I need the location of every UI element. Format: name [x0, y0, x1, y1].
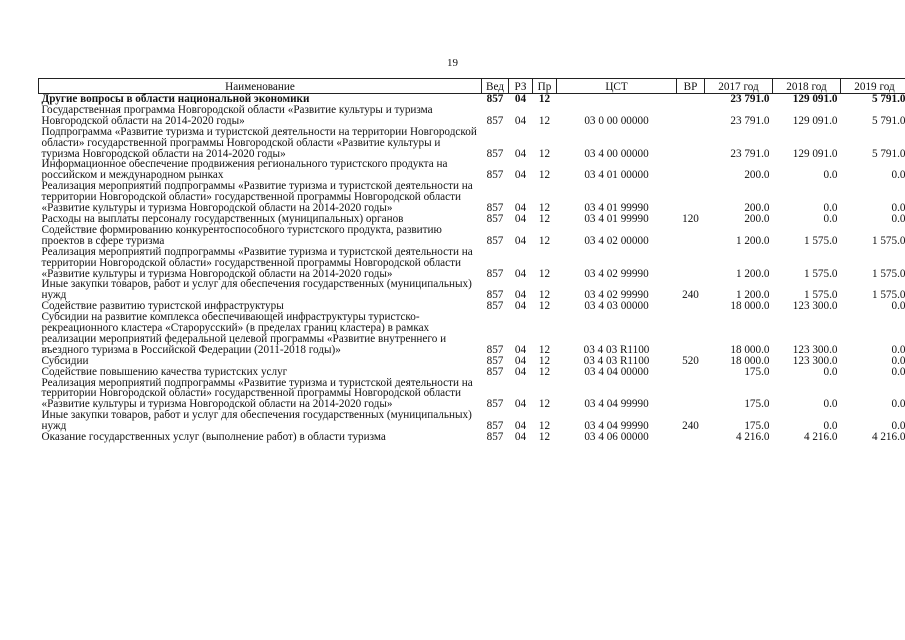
header-pr: Пр [533, 79, 557, 94]
cell-2017: 23 791.0 [730, 114, 770, 127]
header-rz: РЗ [509, 79, 533, 94]
cell-rz: 04 [514, 114, 527, 127]
cell-ved: 857 [486, 267, 504, 280]
cell-vr [677, 247, 705, 280]
cell-ved: 857 [486, 420, 504, 433]
cell-ved: 857 [486, 234, 504, 247]
cell-rz: 04 [514, 343, 527, 356]
cell-2017: 175.0 [744, 365, 770, 378]
cell-2017: 200.0 [744, 212, 770, 225]
cell-2017: 23 791.0 [730, 147, 770, 160]
cell-ved: 857 [486, 365, 504, 378]
table-row [39, 159, 905, 181]
cell-cst: 03 4 04 99990 [584, 398, 649, 411]
cell-2018: 0.0 [823, 365, 838, 378]
cell-name: Расходы на выплаты персоналу государственных (муниципальных) органов [41, 212, 404, 225]
cell-vr [677, 432, 705, 443]
cell-cst: 03 4 04 00000 [584, 365, 649, 378]
cell-pr: 12 [538, 147, 551, 160]
cell-2019: 5 791.0 [871, 93, 905, 105]
cell-vr: 240 [682, 420, 699, 433]
cell-2017: 23 791.0 [730, 93, 770, 105]
cell-2019: 0.0 [891, 202, 905, 215]
cell-vr [677, 159, 705, 181]
cell-2017: 200.0 [744, 202, 770, 215]
cell-cst: 03 0 00 00000 [584, 114, 649, 127]
cell-rz: 04 [514, 212, 527, 225]
cell-pr: 12 [538, 169, 551, 182]
cell-rz: 04 [514, 267, 527, 280]
cell-cst: 03 4 02 99990 [584, 289, 649, 302]
cell-ved: 857 [486, 202, 504, 215]
cell-name: Содействие повышению качества туристских услуг [41, 365, 288, 378]
cell-pr: 12 [538, 212, 551, 225]
cell-2018: 129 091.0 [792, 147, 838, 160]
table-row [39, 127, 905, 160]
cell-pr: 12 [538, 300, 551, 313]
cell-vr [677, 301, 705, 312]
table-body [39, 94, 905, 444]
cell-vr [677, 127, 705, 160]
cell-ved: 857 [486, 147, 504, 160]
cell-2017: 18 000.0 [730, 354, 770, 367]
cell-pr: 12 [538, 114, 551, 127]
cell-rz: 04 [514, 420, 527, 433]
cell-ved: 857 [486, 212, 504, 225]
table-row [39, 367, 905, 378]
cell-rz: 04 [514, 147, 527, 160]
cell-cst [557, 94, 677, 105]
cell-2019: 5 791.0 [871, 147, 905, 160]
header-ved: Вед [482, 79, 509, 94]
cell-vr [677, 225, 705, 247]
cell-rz: 04 [514, 169, 527, 182]
table-row [39, 378, 905, 411]
cell-2017: 175.0 [744, 420, 770, 433]
cell-ved: 857 [486, 93, 504, 105]
cell-pr: 12 [538, 354, 551, 367]
cell-name: Реализация мероприятий подпрограммы «Развитие туризма и туристской деятельности на территории Новгородской области» государственной программы Новгородской области «Развитие культуры и туризма Новгородской области на 2014-2020 годы» [41, 245, 473, 280]
cell-ved: 857 [486, 343, 504, 356]
cell-name: Содействие развитию туристской инфраструктуры [41, 300, 284, 313]
cell-cst: 03 4 03 R1100 [583, 343, 650, 356]
cell-ved: 857 [486, 169, 504, 182]
cell-cst: 03 4 04 99990 [584, 420, 649, 433]
table-row [39, 247, 905, 280]
cell-2017: 4 216.0 [735, 431, 770, 444]
cell-2018: 0.0 [823, 398, 838, 411]
table-row [39, 410, 905, 432]
cell-cst: 03 4 01 00000 [584, 169, 649, 182]
cell-2018: 0.0 [823, 169, 838, 182]
cell-vr: 120 [682, 212, 699, 225]
cell-pr: 12 [538, 431, 551, 444]
cell-2019: 0.0 [891, 300, 905, 313]
budget-table [38, 78, 905, 443]
cell-ved: 857 [486, 300, 504, 313]
cell-2019: 4 216.0 [871, 431, 905, 444]
cell-pr: 12 [538, 202, 551, 215]
cell-vr [677, 378, 705, 411]
cell-cst: 03 4 01 99990 [584, 212, 649, 225]
cell-2017: 175.0 [744, 398, 770, 411]
header-vr: ВР [677, 79, 705, 94]
cell-2017: 1 200.0 [735, 267, 770, 280]
cell-2019: 1 575.0 [871, 234, 905, 247]
cell-pr: 12 [538, 267, 551, 280]
cell-2018: 0.0 [823, 202, 838, 215]
cell-2019: 0.0 [891, 365, 905, 378]
header-2019: 2019 год [841, 79, 905, 94]
cell-vr: 520 [682, 354, 699, 367]
cell-rz: 04 [514, 300, 527, 313]
cell-2019: 1 575.0 [871, 289, 905, 302]
cell-name: Информационное обеспечение продвижения регионального туристского продукта на российском и международном рынках [41, 158, 448, 182]
cell-pr: 12 [538, 398, 551, 411]
header-2018: 2018 год [773, 79, 841, 94]
cell-pr: 12 [538, 365, 551, 378]
cell-2019: 0.0 [891, 420, 905, 433]
cell-2019: 0.0 [891, 212, 905, 225]
cell-name: Субсидии на развитие комплекса обеспечивающей инфраструктуры туристско-рекреационного кластера «Старорусский» (в пределах границ кластера) в рамках реализации мероприятий федеральной целевой программы «Развитие внутреннего и въездного туризма в Российской Федерации (2011-2018 годы)» [41, 311, 447, 356]
cell-2018: 129 091.0 [792, 114, 838, 127]
cell-cst: 03 4 02 00000 [584, 234, 649, 247]
cell-name: Иные закупки товаров, работ и услуг для обеспечения государственных (муниципальных) нужд [41, 409, 472, 433]
header-2017: 2017 год [705, 79, 773, 94]
cell-vr [677, 94, 705, 105]
cell-2018: 4 216.0 [803, 431, 838, 444]
page-number: 19 [447, 57, 458, 69]
cell-cst: 03 4 03 00000 [584, 300, 649, 313]
cell-vr [677, 312, 705, 356]
cell-2019: 0.0 [891, 343, 905, 356]
table-row [39, 181, 905, 214]
table-row [39, 279, 905, 301]
cell-rz: 04 [514, 234, 527, 247]
cell-name: Оказание государственных услуг (выполнение работ) в области туризма [41, 431, 386, 444]
cell-rz: 04 [514, 354, 527, 367]
cell-vr [677, 367, 705, 378]
cell-vr [677, 181, 705, 214]
cell-pr: 12 [538, 234, 551, 247]
cell-2019: 0.0 [891, 354, 905, 367]
cell-2017: 200.0 [744, 169, 770, 182]
cell-2018: 123 300.0 [792, 300, 838, 313]
cell-ved: 857 [486, 289, 504, 302]
cell-2019: 0.0 [891, 398, 905, 411]
cell-2017: 18 000.0 [730, 343, 770, 356]
cell-2018: 123 300.0 [792, 354, 838, 367]
cell-cst: 03 4 00 00000 [584, 147, 649, 160]
table-row [39, 225, 905, 247]
cell-2017: 18 000.0 [730, 300, 770, 313]
cell-vr: 240 [682, 289, 699, 302]
cell-2018: 1 575.0 [803, 267, 838, 280]
cell-rz: 04 [514, 289, 527, 302]
cell-name: Подпрограмма «Развитие туризма и туристской деятельности на территории Новгородской области» государственной программы Новгородской области «Развитие культуры и туризма Новгородской области на 2014-2020 годы» [41, 125, 477, 160]
cell-name: Содействие формированию конкурентоспособного туристского продукта, развитию проектов в сфере туризма [41, 223, 442, 247]
cell-pr: 12 [538, 343, 551, 356]
cell-rz: 04 [514, 93, 527, 105]
cell-2018: 1 575.0 [803, 234, 838, 247]
table-row [39, 312, 905, 356]
cell-ved: 857 [486, 431, 504, 444]
cell-pr: 12 [538, 289, 551, 302]
cell-name: Иные закупки товаров, работ и услуг для обеспечения государственных (муниципальных) нужд [41, 278, 472, 302]
cell-name: Другие вопросы в области национальной экономики [41, 93, 310, 105]
table-header-row [39, 79, 905, 94]
cell-2018: 1 575.0 [803, 289, 838, 302]
cell-2018: 123 300.0 [792, 343, 838, 356]
header-name: Наименование [39, 79, 482, 94]
cell-name: Реализация мероприятий подпрограммы «Развитие туризма и туристской деятельности на территории Новгородской области» государственной программы Новгородской области «Развитие культуры и туризма Новгородской области на 2014-2020 годы» [41, 376, 473, 411]
table-row [39, 432, 905, 443]
cell-cst: 03 4 01 99990 [584, 202, 649, 215]
table-row [39, 105, 905, 127]
cell-cst: 03 4 06 00000 [584, 431, 649, 444]
cell-cst: 03 4 03 R1100 [583, 354, 650, 367]
cell-rz: 04 [514, 365, 527, 378]
cell-name: Субсидии [41, 354, 89, 367]
cell-pr: 12 [538, 93, 551, 105]
cell-pr: 12 [538, 420, 551, 433]
cell-ved: 857 [486, 398, 504, 411]
cell-vr [677, 105, 705, 127]
cell-2017: 1 200.0 [735, 234, 770, 247]
header-cst: ЦСТ [557, 79, 677, 94]
cell-cst: 03 4 02 99990 [584, 267, 649, 280]
cell-2018: 129 091.0 [792, 93, 838, 105]
cell-2019: 0.0 [891, 169, 905, 182]
cell-2019: 1 575.0 [871, 267, 905, 280]
cell-rz: 04 [514, 398, 527, 411]
cell-2018: 0.0 [823, 420, 838, 433]
cell-ved: 857 [486, 354, 504, 367]
cell-name: Государственная программа Новгородской области «Развитие культуры и туризма Новгородской области на 2014-2020 годы» [41, 103, 433, 127]
cell-ved: 857 [486, 114, 504, 127]
cell-rz: 04 [514, 202, 527, 215]
cell-2018: 0.0 [823, 212, 838, 225]
cell-name: Реализация мероприятий подпрограммы «Развитие туризма и туристской деятельности на территории Новгородской области» государственной программы Новгородской области «Развитие культуры и туризма Новгородской области на 2014-2020 годы» [41, 180, 473, 215]
cell-rz: 04 [514, 431, 527, 444]
cell-2017: 1 200.0 [735, 289, 770, 302]
cell-2019: 5 791.0 [871, 114, 905, 127]
